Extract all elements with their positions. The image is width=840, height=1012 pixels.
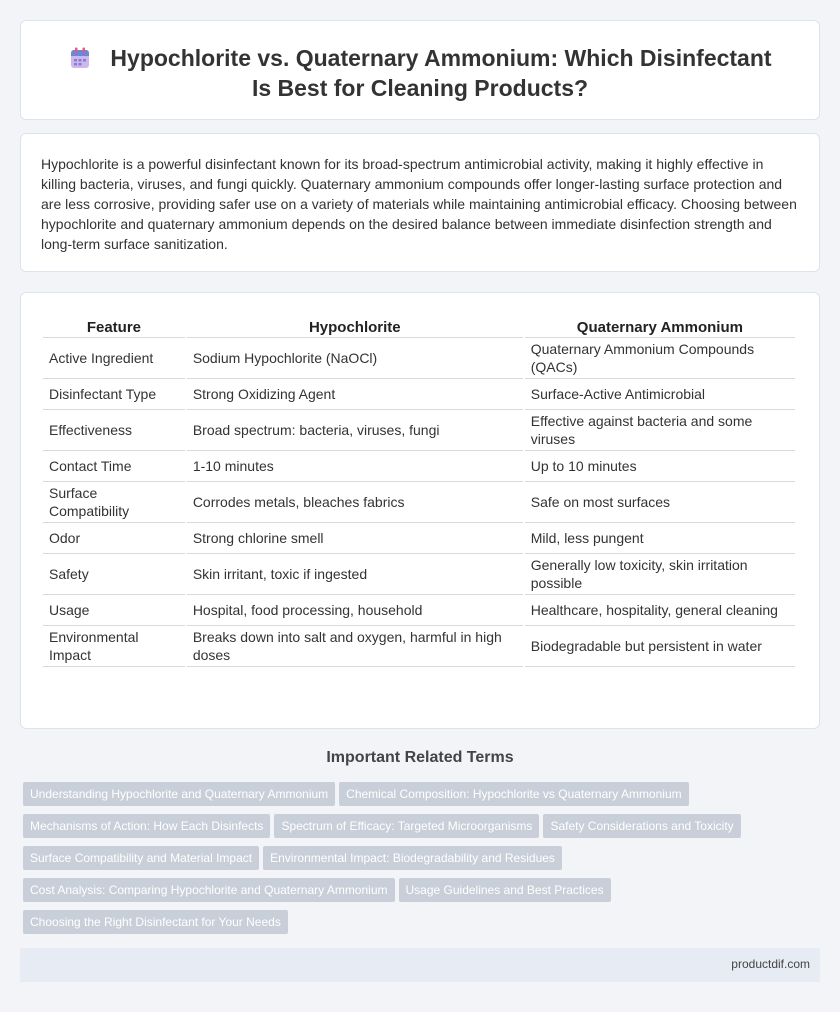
hypochlorite-cell: Hospital, food processing, household [187,595,523,626]
hypochlorite-cell: Strong Oxidizing Agent [187,379,523,410]
table-row [43,379,795,410]
quaternary-cell: Up to 10 minutes [525,451,795,482]
related-tag[interactable]: Chemical Composition: Hypochlorite vs Quaternary Ammonium [339,782,688,806]
hypochlorite-cell: Strong chlorine smell [187,523,523,554]
feature-cell: Disinfectant Type [43,379,185,410]
table-row [43,451,795,482]
related-tag[interactable]: Cost Analysis: Comparing Hypochlorite and Quaternary Ammonium [23,878,395,902]
related-tag[interactable]: Usage Guidelines and Best Practices [399,878,611,902]
page-title [21,43,819,103]
header-feature: Feature [43,313,185,338]
table-row [43,338,795,379]
comparison-table [41,313,797,667]
table-row [43,595,795,626]
related-terms-tags [23,782,803,942]
related-tag[interactable]: Choosing the Right Disinfectant for Your Needs [23,910,288,934]
related-tag[interactable]: Safety Considerations and Toxicity [543,814,740,838]
table-row [43,626,795,667]
related-tag[interactable]: Understanding Hypochlorite and Quaternary Ammonium [23,782,335,806]
hypochlorite-cell: Skin irritant, toxic if ingested [187,554,523,595]
table-row [43,410,795,451]
header-quaternary-ammonium: Quaternary Ammonium [525,313,795,338]
feature-cell: Odor [43,523,185,554]
hypochlorite-cell: Breaks down into salt and oxygen, harmful in high doses [187,626,523,667]
feature-cell: Safety [43,554,185,595]
hypochlorite-cell: 1-10 minutes [187,451,523,482]
quaternary-cell: Generally low toxicity, skin irritation possible [525,554,795,595]
header-card [20,20,820,120]
table-row [43,482,795,523]
feature-cell: Active Ingredient [43,338,185,379]
comparison-table-card [20,292,820,729]
intro-paragraph: Hypochlorite is a powerful disinfectant known for its broad-spectrum antimicrobial activity, making it highly effective in killing bacteria, viruses, and fungi quickly. Quaternary ammonium compounds offer longer-lasting surface protection and are less corrosive, providing safer use on a variety of materials while maintaining antimicrobial efficacy. Choosing between hypochlorite and quaternary ammonium depends on the desired balance between immediate disinfection strength and long-term surface sanitization. [41,156,797,252]
hypochlorite-cell: Broad spectrum: bacteria, viruses, fungi [187,410,523,451]
quaternary-cell: Biodegradable but persistent in water [525,626,795,667]
header-hypochlorite: Hypochlorite [187,313,523,338]
related-terms-heading: Important Related Terms [326,749,514,766]
clipboard-icon [68,46,92,70]
footer-site-link[interactable]: productdif.com [731,957,810,971]
quaternary-cell: Effective against bacteria and some viruses [525,410,795,451]
table-header-row [43,313,795,338]
feature-cell: Contact Time [43,451,185,482]
related-tag[interactable]: Spectrum of Efficacy: Targeted Microorganisms [274,814,539,838]
related-tag[interactable]: Mechanisms of Action: How Each Disinfects [23,814,270,838]
table-row [43,523,795,554]
intro-card [20,133,820,272]
feature-cell: Effectiveness [43,410,185,451]
feature-cell: Usage [43,595,185,626]
footer [20,948,820,982]
quaternary-cell: Quaternary Ammonium Compounds (QACs) [525,338,795,379]
page-title-text: Hypochlorite vs. Quaternary Ammonium: Which Disinfectant Is Best for Cleaning Products? [110,45,772,101]
quaternary-cell: Surface-Active Antimicrobial [525,379,795,410]
feature-cell: Environmental Impact [43,626,185,667]
quaternary-cell: Healthcare, hospitality, general cleaning [525,595,795,626]
hypochlorite-cell: Corrodes metals, bleaches fabrics [187,482,523,523]
hypochlorite-cell: Sodium Hypochlorite (NaOCl) [187,338,523,379]
related-tag[interactable]: Environmental Impact: Biodegradability and Residues [263,846,562,870]
related-tag[interactable]: Surface Compatibility and Material Impact [23,846,259,870]
feature-cell: Surface Compatibility [43,482,185,523]
quaternary-cell: Safe on most surfaces [525,482,795,523]
table-row [43,554,795,595]
quaternary-cell: Mild, less pungent [525,523,795,554]
